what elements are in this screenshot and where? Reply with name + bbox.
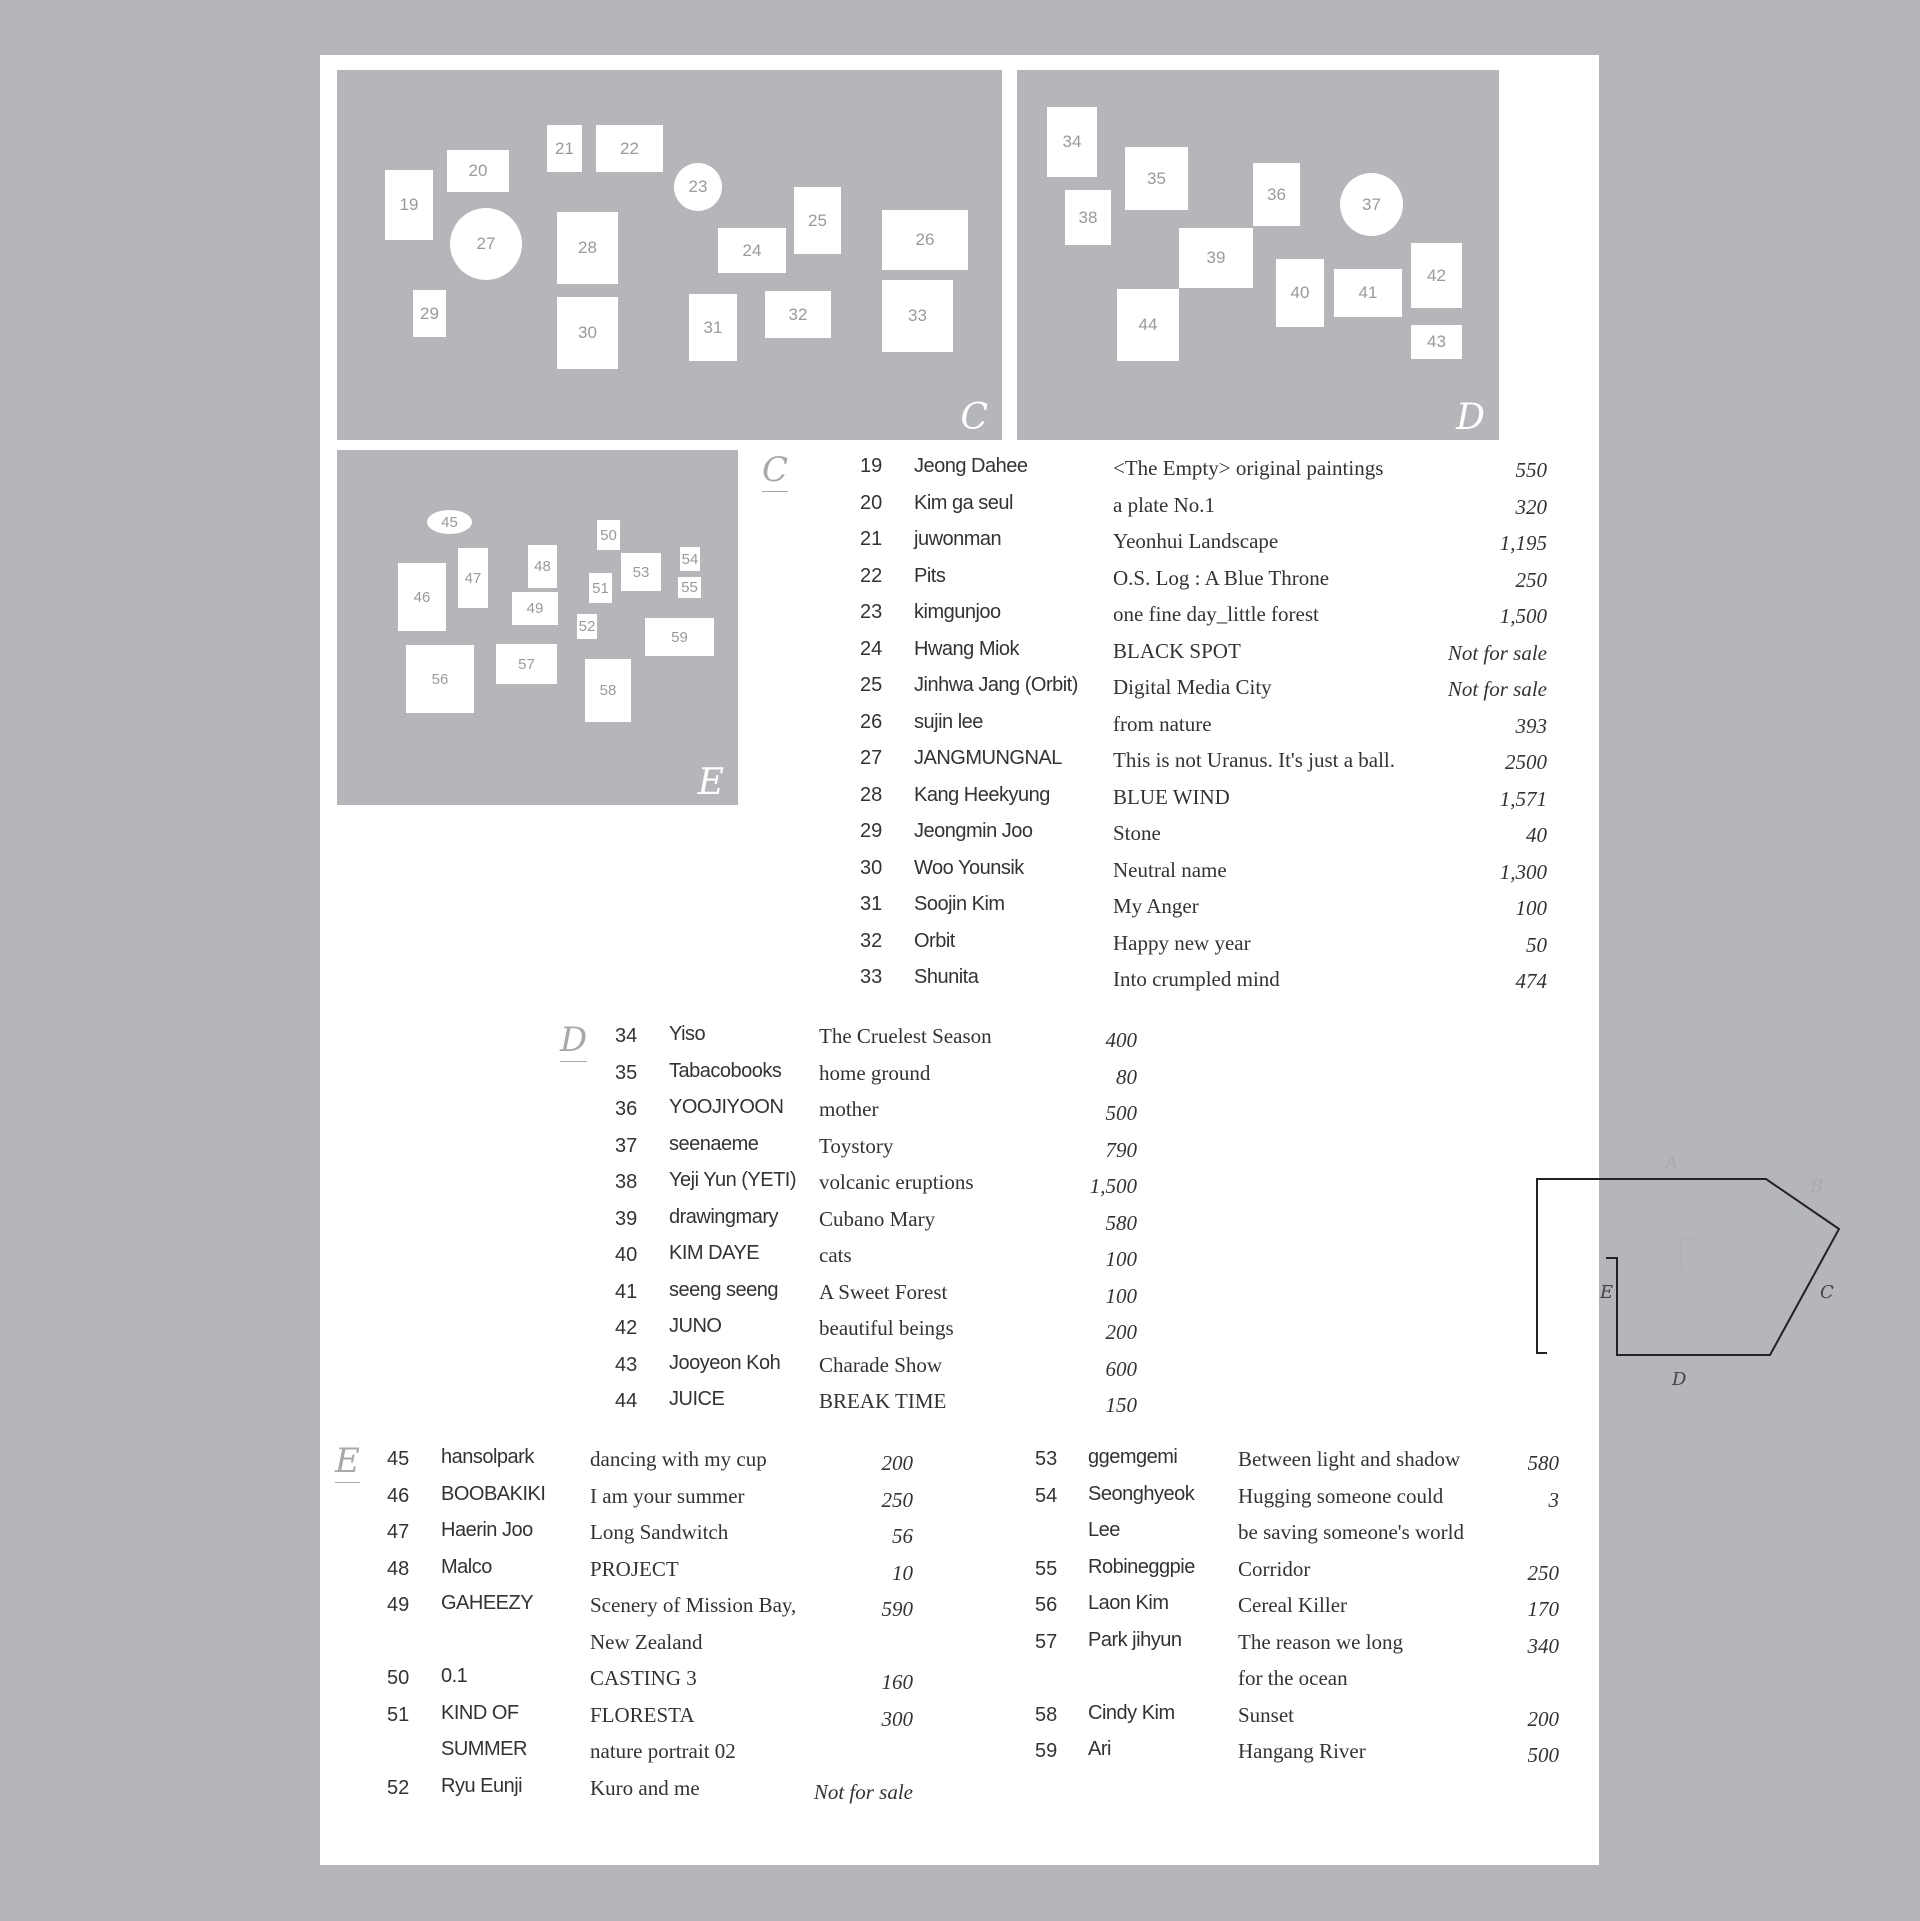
artwork-spot: 27	[450, 208, 522, 280]
artist-name: Jeong Dahee	[914, 455, 1028, 477]
artist-name: BOOBAKIKI	[441, 1482, 546, 1505]
artwork-spot: 39	[1179, 228, 1253, 288]
artwork-title: The Cruelest Season	[819, 1024, 992, 1048]
artist-name: Ryu Eunji	[441, 1774, 523, 1797]
list-number: 59	[1035, 1740, 1058, 1762]
price: 320	[1515, 494, 1547, 519]
map-panel-e	[337, 450, 738, 805]
artwork-spot: 19	[385, 170, 433, 240]
price: 250	[1515, 567, 1547, 592]
list-number: 22	[860, 564, 883, 587]
list-number: 50	[387, 1667, 410, 1689]
list-number: 34	[615, 1025, 638, 1047]
artist-name: hansolpark	[441, 1446, 534, 1468]
artist-name: Park jihyun	[1088, 1628, 1182, 1651]
price: Not for sale	[813, 1779, 913, 1804]
price: 400	[1105, 1028, 1137, 1052]
artwork-title: for the ocean	[1238, 1666, 1348, 1690]
artwork-spot: 22	[596, 125, 663, 172]
artist-name: Cindy Kim	[1088, 1701, 1175, 1724]
artwork-spot: 52	[577, 614, 597, 639]
artist-name: drawingmary	[669, 1205, 778, 1228]
price: 200	[1527, 1706, 1559, 1731]
list-number: 57	[1035, 1630, 1058, 1653]
list-number: 54	[1035, 1484, 1058, 1507]
artwork-title: This is not Uranus. It's just a ball.	[1113, 748, 1396, 772]
list-number: 38	[615, 1171, 638, 1193]
panel-letter: D	[1456, 397, 1485, 438]
section-letter-text: E	[335, 1441, 360, 1481]
floor-plan-label-b: B	[1810, 1176, 1824, 1197]
price: 590	[881, 1597, 913, 1621]
artwork-title: mother	[819, 1097, 879, 1121]
artist-name: Kim ga seul	[914, 491, 1013, 514]
artist-name: seeng seeng	[669, 1278, 779, 1301]
price: 790	[1105, 1137, 1137, 1162]
artwork-title: Corridor	[1238, 1556, 1311, 1581]
artist-name: Tabacobooks	[669, 1059, 782, 1082]
artist-name: Hwang Miok	[914, 637, 1020, 660]
artwork-spot: 38	[1065, 190, 1111, 245]
map-panel-d	[1017, 70, 1499, 440]
list-number: 32	[860, 929, 883, 952]
list-number: 44	[615, 1390, 638, 1412]
list-number: 28	[860, 783, 883, 806]
floor-plan-marker	[1681, 1239, 1696, 1270]
artwork-spot: 54	[680, 547, 700, 571]
artwork-title: My Anger	[1113, 894, 1199, 918]
artwork-title: Hangang River	[1238, 1739, 1366, 1763]
price: 474	[1515, 969, 1547, 993]
list-number: 36	[615, 1098, 638, 1120]
list-number: 30	[860, 856, 883, 879]
artwork-title: one fine day_little forest	[1113, 602, 1319, 626]
price: 170	[1527, 1597, 1559, 1621]
artist-name: Kang Heekyung	[914, 783, 1050, 806]
price: 200	[1105, 1320, 1137, 1344]
artwork-title: Kuro and me	[590, 1775, 700, 1800]
list-number: 55	[1035, 1557, 1058, 1580]
artwork-spot: 49	[512, 592, 558, 625]
artwork-title: nature portrait 02	[590, 1739, 736, 1763]
artwork-spot: 37	[1340, 173, 1403, 236]
section-letter-text: C	[762, 450, 789, 490]
artwork-title: Cereal Killer	[1238, 1593, 1348, 1617]
price: 100	[1105, 1247, 1137, 1271]
artwork-title: I am your summer	[590, 1483, 745, 1508]
artwork-spot: 44	[1117, 289, 1179, 361]
artwork-spot: 30	[557, 297, 618, 369]
artwork-title: a plate No.1	[1113, 492, 1216, 517]
artwork-title: PROJECT	[590, 1556, 679, 1581]
artwork-title: FLORESTA	[590, 1702, 695, 1727]
artwork-title: New Zealand	[590, 1629, 703, 1654]
artwork-spot: 48	[528, 545, 557, 588]
list-number: 35	[615, 1061, 638, 1084]
artwork-spot: 21	[547, 125, 582, 172]
panel-letter: C	[960, 397, 988, 438]
list-number: 23	[860, 601, 883, 623]
section-letter-underline	[560, 1061, 587, 1062]
artwork-spot: 35	[1125, 147, 1188, 210]
price: 340	[1527, 1633, 1559, 1658]
artwork-spot: 50	[597, 520, 620, 550]
artwork-title: beautiful beings	[819, 1316, 954, 1340]
price: 500	[1105, 1101, 1137, 1125]
artist-name: Jooyeon Koh	[669, 1351, 781, 1374]
price: 1,500	[1089, 1174, 1137, 1198]
section-letter-underline	[335, 1482, 360, 1483]
artwork-spot: 40	[1276, 259, 1324, 327]
floor-plan-label-e: E	[1600, 1282, 1614, 1303]
price: 2500	[1505, 750, 1547, 774]
artwork-title: BLUE WIND	[1113, 784, 1230, 809]
list-number: 51	[387, 1703, 410, 1726]
artwork-title: Charade Show	[819, 1352, 943, 1377]
price: 393	[1515, 713, 1547, 738]
artwork-spot: 31	[689, 294, 737, 361]
price: Not for sale	[1447, 640, 1547, 665]
map-panel-c	[337, 70, 1002, 440]
price: 1,500	[1499, 604, 1547, 628]
list-number: 42	[615, 1317, 638, 1339]
artist-name: Haerin Joo	[441, 1519, 533, 1541]
artwork-spot: 24	[718, 228, 786, 273]
artist-name: JUNO	[669, 1315, 722, 1337]
artwork-spot: 32	[765, 291, 831, 338]
artwork-spot: 55	[678, 577, 701, 598]
artist-name: juwonman	[914, 528, 1002, 550]
list-number: 52	[387, 1776, 410, 1799]
artist-name: Pits	[914, 564, 946, 587]
artwork-spot: 58	[585, 659, 631, 722]
list-number: 48	[387, 1557, 410, 1580]
artwork-spot: 23	[674, 163, 722, 211]
floor-plan-label-a: A	[1665, 1152, 1678, 1173]
artist-name: Lee	[1088, 1519, 1120, 1541]
price: 500	[1527, 1743, 1559, 1767]
artwork-title: Between light and shadow	[1238, 1447, 1461, 1471]
price: 50	[1526, 932, 1547, 957]
list-number: 20	[860, 491, 883, 514]
artwork-title: Yeonhui Landscape	[1113, 529, 1279, 553]
artist-name: KIM DAYE	[669, 1242, 760, 1264]
list-number: 41	[615, 1280, 638, 1303]
section-letter-d	[560, 1022, 587, 1058]
list-number: 58	[1035, 1703, 1058, 1726]
price: 40	[1526, 823, 1547, 847]
floor-plan-outline	[1537, 1179, 1839, 1355]
artwork-title: Stone	[1113, 821, 1161, 845]
artwork-title: CASTING 3	[590, 1666, 697, 1690]
list-number: 19	[860, 455, 883, 477]
artwork-title: dancing with my cup	[590, 1447, 767, 1471]
price: 80	[1116, 1064, 1137, 1089]
list-number: 45	[387, 1448, 410, 1470]
artist-name: Woo Younsik	[914, 856, 1024, 879]
artist-name: seenaeme	[669, 1132, 759, 1155]
price: 150	[1105, 1393, 1137, 1417]
price: 250	[1527, 1560, 1559, 1585]
section-letter-e	[335, 1443, 360, 1479]
price: 56	[892, 1524, 913, 1548]
artwork-title: from nature	[1113, 711, 1212, 736]
price: Not for sale	[1447, 677, 1547, 701]
artist-name: Malco	[441, 1555, 492, 1578]
artist-name: Soojin Kim	[914, 893, 1005, 915]
section-letter-text: D	[560, 1020, 588, 1060]
price: 3	[1548, 1487, 1559, 1512]
artwork-spot: 34	[1047, 107, 1097, 177]
list-number: 21	[860, 528, 883, 550]
artwork-title: The reason we long	[1238, 1629, 1404, 1654]
artwork-spot: 36	[1253, 163, 1300, 226]
artwork-spot: 25	[794, 187, 841, 254]
artwork-spot: 45	[427, 510, 472, 534]
price: 100	[1515, 896, 1547, 920]
artwork-spot: 56	[406, 645, 474, 713]
artwork-title: <The Empty> original paintings	[1113, 456, 1384, 480]
artwork-title: Cubano Mary	[819, 1206, 936, 1231]
artwork-title: Digital Media City	[1113, 675, 1272, 699]
price: 10	[892, 1560, 913, 1585]
price: 160	[881, 1670, 913, 1694]
artwork-spot: 26	[882, 210, 968, 270]
artist-name: Jeongmin Joo	[914, 820, 1033, 842]
section-letter-underline	[762, 491, 788, 492]
artwork-spot: 51	[589, 573, 612, 603]
price: 580	[1105, 1210, 1137, 1235]
artist-name: GAHEEZY	[441, 1592, 534, 1614]
floor-plan-diagram	[1510, 1140, 1860, 1410]
artwork-spot: 29	[413, 290, 446, 337]
artist-name: Ari	[1088, 1738, 1111, 1760]
artist-name: Robineggpie	[1088, 1555, 1195, 1578]
panel-letter: E	[697, 762, 724, 803]
list-number: 46	[387, 1484, 410, 1507]
price: 300	[881, 1706, 913, 1731]
artwork-spot: 59	[645, 618, 714, 656]
list-number: 53	[1035, 1448, 1058, 1470]
floor-plan-label-d: D	[1672, 1369, 1687, 1390]
catalog-sheet	[320, 55, 1834, 1865]
list-number: 27	[860, 747, 883, 769]
section-letter-c	[762, 452, 788, 488]
artwork-title: Into crumpled mind	[1113, 967, 1280, 991]
artwork-title: volcanic eruptions	[819, 1170, 974, 1194]
artwork-title: Sunset	[1238, 1702, 1295, 1727]
list-number: 37	[615, 1134, 638, 1157]
artwork-title: Neutral name	[1113, 857, 1227, 882]
artwork-spot: 42	[1411, 243, 1462, 308]
list-number: 24	[860, 637, 883, 660]
list-number: 43	[615, 1353, 638, 1376]
artist-name: Yiso	[669, 1023, 706, 1045]
list-number: 47	[387, 1521, 410, 1543]
artwork-title: Toystory	[819, 1133, 894, 1158]
price: 550	[1515, 458, 1547, 482]
artist-name: Yeji Yun (YETI)	[669, 1169, 797, 1191]
price: 580	[1527, 1451, 1559, 1475]
artist-name: JANGMUNGNAL	[914, 747, 1062, 769]
artwork-spot: 28	[557, 212, 618, 284]
list-number: 25	[860, 674, 883, 696]
artist-name: Orbit	[914, 929, 955, 952]
list-number: 31	[860, 893, 883, 915]
artwork-spot: 43	[1411, 325, 1462, 359]
artwork-title: BREAK TIME	[819, 1389, 947, 1413]
price: 1,195	[1499, 531, 1547, 555]
artist-name: kimgunjoo	[914, 601, 1001, 623]
artwork-title: Happy new year	[1113, 930, 1251, 955]
artist-name: 0.1	[441, 1665, 468, 1687]
artist-name: Jinhwa Jang (Orbit)	[914, 674, 1078, 696]
artist-name: KIND OF	[441, 1701, 519, 1724]
artwork-spot: 46	[398, 563, 446, 631]
list-number: 33	[860, 966, 883, 988]
artwork-spot: 57	[496, 644, 557, 684]
list-number: 26	[860, 710, 883, 733]
list-number: 29	[860, 820, 883, 842]
artwork-title: BLACK SPOT	[1113, 638, 1241, 663]
artwork-title: O.S. Log : A Blue Throne	[1113, 565, 1330, 590]
price: 250	[881, 1487, 913, 1512]
price: 1,571	[1499, 786, 1547, 811]
price: 200	[881, 1451, 913, 1475]
artist-name: YOOJIYOON	[669, 1096, 784, 1118]
artwork-spot: 41	[1334, 269, 1402, 317]
artwork-spot: 20	[447, 150, 509, 192]
artwork-spot: 33	[882, 280, 953, 352]
artist-name: sujin lee	[914, 710, 983, 733]
artwork-title: Hugging someone could	[1238, 1483, 1444, 1508]
price: 1,300	[1499, 859, 1547, 884]
artist-name: Shunita	[914, 966, 979, 988]
list-number: 49	[387, 1594, 410, 1616]
floor-plan-label-c: C	[1820, 1282, 1834, 1303]
artist-name: ggemgemi	[1088, 1446, 1178, 1468]
artwork-title: home ground	[819, 1060, 931, 1085]
artist-name: JUICE	[669, 1388, 725, 1410]
list-number: 39	[615, 1207, 638, 1230]
list-number: 56	[1035, 1594, 1058, 1616]
artist-name: Laon Kim	[1088, 1592, 1169, 1614]
artwork-title: Scenery of Mission Bay,	[590, 1593, 797, 1617]
artwork-title: A Sweet Forest	[819, 1279, 948, 1304]
artist-name: Seonghyeok	[1088, 1482, 1195, 1505]
price: 600	[1105, 1356, 1137, 1381]
price: 100	[1105, 1283, 1137, 1308]
artwork-title: be saving someone's world	[1238, 1520, 1464, 1544]
artwork-title: cats	[819, 1243, 852, 1267]
list-number: 40	[615, 1244, 638, 1266]
artist-name: SUMMER	[441, 1738, 527, 1760]
artwork-title: Long Sandwitch	[590, 1520, 729, 1544]
artwork-spot: 53	[621, 553, 661, 591]
artwork-spot: 47	[458, 548, 488, 608]
